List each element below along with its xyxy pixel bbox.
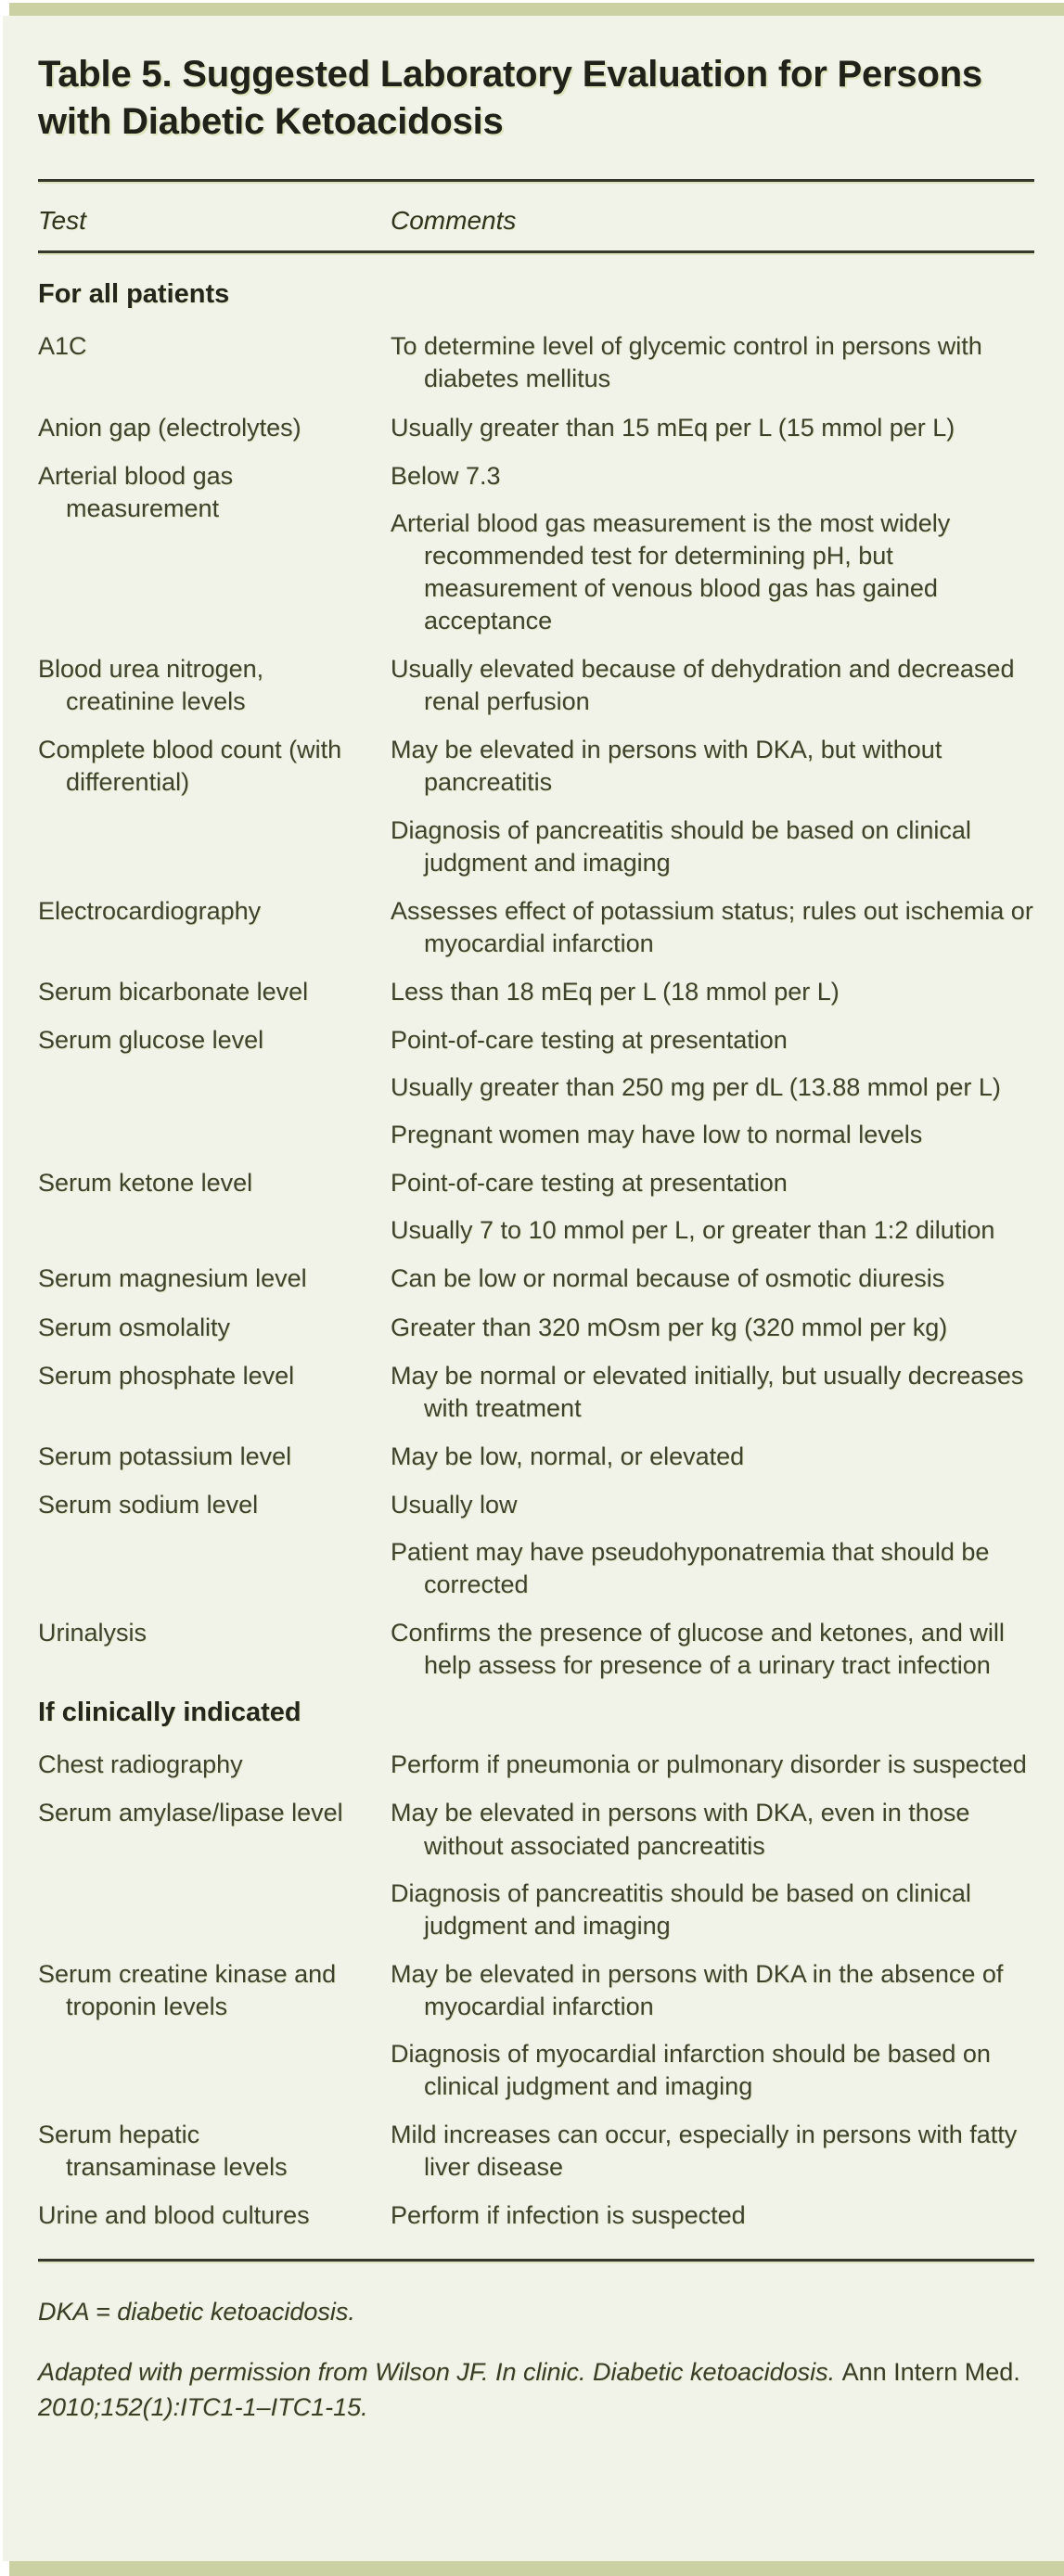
comments-cell bbox=[391, 412, 1034, 444]
comment-paragraph: Usually greater than 15 mEq per L (15 mmol per L) bbox=[391, 413, 955, 442]
comments-cell bbox=[391, 1167, 1034, 1247]
test-cell: A1C bbox=[38, 332, 87, 361]
test-cell: Arterial blood gas measurement bbox=[38, 461, 234, 522]
comment-paragraph: Patient may have pseudohyponatremia that should be corrected bbox=[391, 1538, 990, 1599]
test-cell: Urine and blood cultures bbox=[38, 2201, 310, 2230]
comment-paragraph: Usually low bbox=[391, 1490, 518, 1519]
table-row bbox=[38, 2119, 1034, 2184]
table-row bbox=[38, 734, 1034, 878]
comments-cell bbox=[391, 976, 1034, 1008]
comments-cell bbox=[391, 1024, 1034, 1151]
bottom-accent-bar bbox=[9, 2561, 1064, 2576]
comment-paragraph: Confirms the presence of glucose and ketones, and will help assess for presence of a urinary tract infection bbox=[391, 1619, 1005, 1680]
comment-paragraph: May be normal or elevated initially, but usually decreases with treatment bbox=[391, 1361, 1024, 1422]
comments-cell bbox=[391, 460, 1034, 637]
comment-paragraph: Greater than 320 mOsm per kg (320 mmol per kg) bbox=[391, 1313, 948, 1341]
test-cell: Serum glucose level bbox=[38, 1025, 264, 1054]
comment-paragraph: Point-of-care testing at presentation bbox=[391, 1025, 788, 1054]
test-cell: Serum magnesium level bbox=[38, 1264, 307, 1293]
test-cell: Complete blood count (with differential) bbox=[38, 736, 342, 797]
comment-paragraph: Diagnosis of pancreatitis should be based on clinical judgment and imaging bbox=[391, 1878, 971, 1940]
comment-paragraph: Less than 18 mEq per L (18 mmol per L) bbox=[391, 977, 840, 1006]
test-cell: Serum bicarbonate level bbox=[38, 977, 309, 1006]
test-cell: Chest radiography bbox=[38, 1750, 243, 1779]
table-row bbox=[38, 1312, 1034, 1344]
footnote-source bbox=[38, 2355, 1021, 2426]
table-row bbox=[38, 1262, 1034, 1295]
table-row bbox=[38, 1489, 1034, 1601]
comment-paragraph: Usually 7 to 10 mmol per L, or greater than 1:2 dilution bbox=[391, 1216, 995, 1245]
footnote-source-journal: Ann Intern Med. bbox=[841, 2358, 1020, 2387]
comment-paragraph: May be elevated in persons with DKA, even in those without associated pancreatitis bbox=[391, 1799, 970, 1860]
test-cell: Serum sodium level bbox=[38, 1490, 259, 1519]
comments-cell bbox=[391, 1312, 1034, 1344]
comments-cell bbox=[391, 1360, 1034, 1425]
table-row bbox=[38, 653, 1034, 718]
comment-paragraph: Perform if infection is suspected bbox=[391, 2201, 746, 2230]
table-row bbox=[38, 1360, 1034, 1425]
comment-paragraph: Below 7.3 bbox=[391, 461, 501, 490]
table-body bbox=[38, 279, 1034, 2232]
comments-cell bbox=[391, 330, 1034, 395]
table-row bbox=[38, 2199, 1034, 2232]
title-divider bbox=[38, 179, 1034, 182]
comment-paragraph: Perform if pneumonia or pulmonary disorder is suspected bbox=[391, 1750, 1027, 1779]
comment-paragraph: Pregnant women may have low to normal levels bbox=[391, 1121, 923, 1149]
test-cell: Serum amylase/lipase level bbox=[38, 1799, 343, 1827]
header-divider bbox=[38, 250, 1034, 253]
section-header: If clinically indicated bbox=[38, 1698, 301, 1728]
comments-cell bbox=[391, 1262, 1034, 1295]
table-row bbox=[38, 1797, 1034, 1942]
table-row bbox=[38, 1617, 1034, 1682]
test-cell: Blood urea nitrogen, creatinine levels bbox=[38, 655, 264, 716]
table-row bbox=[38, 412, 1034, 444]
comments-cell bbox=[391, 2119, 1034, 2184]
footer-divider bbox=[38, 2259, 1034, 2262]
comment-paragraph: May be elevated in persons with DKA, but without pancreatitis bbox=[391, 736, 942, 797]
comment-paragraph: May be low, normal, or elevated bbox=[391, 1442, 745, 1470]
table-row bbox=[38, 1441, 1034, 1473]
test-cell: Serum ketone level bbox=[38, 1169, 253, 1198]
footnote-source-italic: Adapted with permission from Wilson JF. In clinic. Diabetic ketoacidosis. bbox=[38, 2358, 836, 2387]
comments-cell bbox=[391, 1958, 1034, 2103]
table-row bbox=[38, 895, 1034, 960]
test-cell: Serum hepatic transaminase levels bbox=[38, 2121, 288, 2182]
table-row bbox=[38, 460, 1034, 637]
comment-paragraph: Usually greater than 250 mg per dL (13.88 mmol per L) bbox=[391, 1073, 1001, 1102]
comment-paragraph: Diagnosis of pancreatitis should be based on clinical judgment and imaging bbox=[391, 815, 971, 877]
table-row bbox=[38, 1749, 1034, 1781]
table-row bbox=[38, 330, 1034, 395]
comment-paragraph: Diagnosis of myocardial infarction should be based on clinical judgment and imaging bbox=[391, 2040, 991, 2101]
comments-cell bbox=[391, 734, 1034, 878]
table-row bbox=[38, 976, 1034, 1008]
table-row bbox=[38, 1958, 1034, 2103]
comment-paragraph: Mild increases can occur, especially in persons with fatty liver disease bbox=[391, 2121, 1018, 2182]
table-row bbox=[38, 1167, 1034, 1247]
column-header-comments: Comments bbox=[391, 206, 517, 236]
test-cell: Serum creatine kinase and troponin levels bbox=[38, 1959, 337, 2020]
table-title: Table 5. Suggested Laboratory Evaluation for Persons with Diabetic Ketoacidosis bbox=[38, 54, 982, 143]
comment-paragraph: Usually elevated because of dehydration and decreased renal perfusion bbox=[391, 655, 1015, 716]
comments-cell bbox=[391, 1489, 1034, 1601]
comments-cell bbox=[391, 1797, 1034, 1942]
comments-cell bbox=[391, 1617, 1034, 1682]
test-cell: Anion gap (electrolytes) bbox=[38, 413, 301, 442]
comment-paragraph: Can be low or normal because of osmotic diuresis bbox=[391, 1264, 945, 1293]
comment-paragraph: May be elevated in persons with DKA in the absence of myocardial infarction bbox=[391, 1959, 1004, 2020]
section-header: For all patients bbox=[38, 279, 230, 310]
column-header-row bbox=[38, 206, 1034, 250]
footnote-source-citation: 2010;152(1):ITC1-1–ITC1-15. bbox=[38, 2393, 368, 2422]
comments-cell bbox=[391, 2199, 1034, 2232]
test-cell: Urinalysis bbox=[38, 1619, 147, 1647]
test-cell: Serum phosphate level bbox=[38, 1361, 295, 1390]
column-header-test: Test bbox=[38, 206, 86, 236]
footnote-abbreviation: DKA = diabetic ketoacidosis. bbox=[38, 2297, 355, 2326]
test-cell: Serum potassium level bbox=[38, 1442, 292, 1470]
test-cell: Serum osmolality bbox=[38, 1313, 231, 1341]
table-row bbox=[38, 1024, 1034, 1151]
comments-cell bbox=[391, 1441, 1034, 1473]
table-panel bbox=[3, 16, 1064, 2561]
comment-paragraph: Assesses effect of potassium status; rules out ischemia or myocardial infarction bbox=[391, 896, 1033, 957]
comments-cell bbox=[391, 895, 1034, 960]
comments-cell bbox=[391, 1749, 1034, 1781]
top-accent-bar bbox=[9, 3, 1064, 16]
comment-paragraph: Arterial blood gas measurement is the most widely recommended test for determining pH, but measurement of venous blood gas has gained acceptance bbox=[391, 508, 951, 635]
comment-paragraph: To determine level of glycemic control in persons with diabetes mellitus bbox=[391, 332, 982, 393]
test-cell: Electrocardiography bbox=[38, 896, 262, 925]
comment-paragraph: Point-of-care testing at presentation bbox=[391, 1169, 788, 1198]
comments-cell bbox=[391, 653, 1034, 718]
